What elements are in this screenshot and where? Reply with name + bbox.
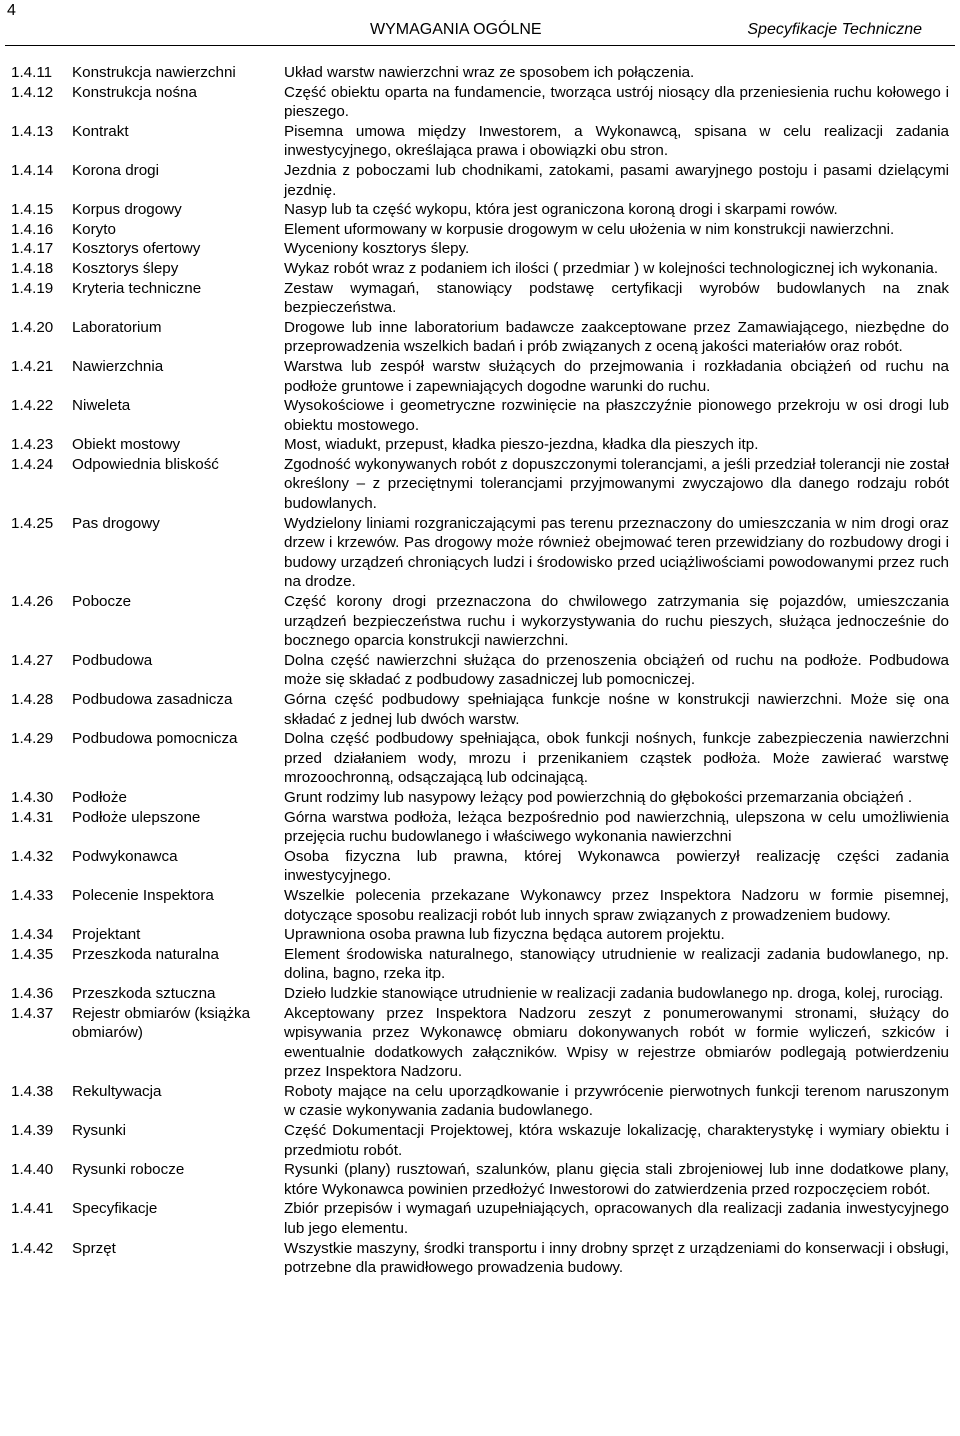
definition-row xyxy=(11,984,949,1004)
definition-number: 1.4.31 xyxy=(11,808,54,826)
definition-number: 1.4.25 xyxy=(11,514,54,532)
definition-term: Rysunki xyxy=(72,1122,127,1140)
header-divider xyxy=(5,45,955,46)
header-document-title: Specyfikacje Techniczne xyxy=(747,21,922,38)
definition-description: Dolna część nawierzchni służąca do przenoszenia obciążeń od ruchu na podłoże. Podbudowa może się składać z podbudowy zasadniczej lub pomocniczej. xyxy=(284,651,949,689)
definition-description: Górna warstwa podłoża, leżąca bezpośrednio pod nawierzchnią, ulepszona w celu umożliwienia przejęcia ruchu budowlanego i właściwego wykonania nawierzchni xyxy=(284,808,949,846)
definition-description: Dzieło ludzkie stanowiące utrudnienie w realizacji zadania budowlanego np. droga, kolej, rurociąg. xyxy=(284,984,944,1002)
definition-description: Drogowe lub inne laboratorium badawcze zaakceptowane przez Zamawiającego, niezbędne do przeprowadzenia wszelkich badań i prób związanych z oceną jakości materiałów oraz robót. xyxy=(284,318,949,356)
definition-row xyxy=(11,220,949,240)
definition-term: Kosztorys ślepy xyxy=(72,259,179,277)
definition-number: 1.4.33 xyxy=(11,886,54,904)
definition-description: Wszelkie polecenia przekazane Wykonawcy przez Inspektora Nadzoru w formie pisemnej, dotyczące sposobu realizacji robót lub innych spraw związanych z prowadzeniem budowy. xyxy=(284,886,949,924)
definition-number: 1.4.17 xyxy=(11,240,54,258)
definition-number: 1.4.28 xyxy=(11,691,54,708)
definition-term: Konstrukcja nawierzchni xyxy=(72,64,236,81)
definition-description: Wydzielony liniami rozgraniczającymi pas terenu przeznaczony do umieszczania w nim drogi oraz drzew i krzewów. Pas drogowy może również obejmować teren przewidziany do rozbudowy drogi i budowy urządzeń chroniących ludzi i środowisko przed uciążliwościami powodowanymi przez ruch na drodze. xyxy=(284,514,949,591)
definition-row xyxy=(11,83,949,122)
definition-term: Konstrukcja nośna xyxy=(72,83,197,101)
definition-description: Roboty mające na celu uporządkowanie i przywrócenie pierwotnych funkcji terenom naruszonym w czasie wykonywania zadania budowlanego. xyxy=(284,1082,949,1120)
definition-row xyxy=(11,651,949,690)
definition-row xyxy=(11,514,949,592)
definition-row xyxy=(11,239,949,259)
definition-number: 1.4.40 xyxy=(11,1161,54,1179)
definition-description: Wysokościowe i geometryczne rozwinięcie na płaszczyźnie pionowego przekroju w osi drogi lub obiektu mostowego. xyxy=(284,397,949,434)
definition-term: Sprzęt xyxy=(72,1239,116,1257)
definition-row xyxy=(11,847,949,886)
definition-term: Laboratorium xyxy=(72,318,162,336)
definition-number: 1.4.23 xyxy=(11,436,54,454)
definition-term: Przeszkoda naturalna xyxy=(72,945,219,963)
page-number: 4 xyxy=(7,2,16,19)
definition-term: Pobocze xyxy=(72,593,132,611)
definition-description: Uprawniona osoba prawna lub fizyczna będąca autorem projektu. xyxy=(284,926,725,944)
definition-term: Podłoże xyxy=(72,788,127,806)
definition-term: Pas drogowy xyxy=(72,514,160,532)
definition-row xyxy=(11,122,949,161)
definition-number: 1.4.15 xyxy=(11,201,54,219)
definition-description: Wyceniony kosztorys ślepy. xyxy=(284,240,470,258)
definition-row xyxy=(11,396,949,435)
definition-term: Specyfikacje xyxy=(72,1200,158,1218)
definition-number: 1.4.16 xyxy=(11,220,54,238)
definition-description: Dolna część podbudowy spełniająca, obok funkcji nośnych, funkcje zabezpieczenia nawierzchni przed działaniem wody, mrozu i przenikaniem cząstek podłoża. Może zawierać warstwę mrozoochronną, odsączającą lub odcinającą. xyxy=(284,730,949,787)
definition-description: Część obiektu oparta na fundamencie, tworząca ustrój niosący dla przeniesienia ruchu kołowego i pieszego. xyxy=(284,83,949,121)
definition-number: 1.4.30 xyxy=(11,788,54,806)
definition-row xyxy=(11,729,949,788)
definition-description: Element środowiska naturalnego, stanowiący utrudnienie w realizacji zadania budowlanego, np. dolina, bagno, rzeka itp. xyxy=(284,945,949,983)
definition-number: 1.4.35 xyxy=(11,945,54,963)
definition-row xyxy=(11,279,949,318)
definition-row xyxy=(11,200,949,220)
definition-row xyxy=(11,788,949,808)
definition-row xyxy=(11,1082,949,1121)
definition-number: 1.4.37 xyxy=(11,1004,54,1022)
definition-term: Rekultywacja xyxy=(72,1082,162,1100)
definition-term: Kontrakt xyxy=(72,122,129,140)
definition-description: Nasyp lub ta część wykopu, która jest ograniczona koroną drogi i skarpami rowów. xyxy=(284,201,838,219)
definition-term: Odpowiednia bliskość xyxy=(72,455,219,473)
definition-number: 1.4.42 xyxy=(11,1239,54,1257)
definition-term: Niweleta xyxy=(72,397,131,415)
definition-term: Koryto xyxy=(72,220,116,238)
definition-term: Projektant xyxy=(72,926,141,944)
definition-row xyxy=(11,945,949,984)
definition-description: Jezdnia z poboczami lub chodnikami, zatokami, pasami awaryjnego postoju i pasami dzielącymi jezdnię. xyxy=(284,161,949,199)
definition-number: 1.4.38 xyxy=(11,1082,54,1100)
definition-description: Część korony drogi przeznaczona do chwilowego zatrzymania się pojazdów, umieszczania urządzeń bezpieczeństwa ruchu i wykorzystywania do ruchu pieszych, służąca jednocześnie do bocznego oparcia konstrukcji nawierzchni. xyxy=(284,593,949,650)
definition-term: Podbudowa xyxy=(72,651,153,669)
definition-number: 1.4.29 xyxy=(11,730,54,748)
definition-row xyxy=(11,1239,949,1278)
definition-description: Osoba fizyczna lub prawna, której Wykonawca powierzył realizację części zadania inwestycyjnego. xyxy=(284,847,949,885)
definition-term: Przeszkoda sztuczna xyxy=(72,984,216,1002)
definition-description: Most, wiadukt, przepust, kładka pieszo-jezdna, kładka dla pieszych itp. xyxy=(284,436,759,454)
definition-term: Kryteria techniczne xyxy=(72,279,202,297)
definition-row xyxy=(11,886,949,925)
definitions-list xyxy=(11,63,949,1278)
definition-number: 1.4.26 xyxy=(11,593,54,611)
definition-term: Podbudowa pomocnicza xyxy=(72,730,238,748)
definition-description: Rysunki (plany) rusztowań, szalunków, planu gięcia stali zbrojeniowej lub inne dodatkowe plany, które Wykonawca powinien przedłożyć Inwestorowi do zatwierdzenia przed rozpoczęciem robót. xyxy=(284,1161,949,1198)
definition-number: 1.4.20 xyxy=(11,318,54,336)
definition-number: 1.4.14 xyxy=(11,161,54,179)
definition-number: 1.4.27 xyxy=(11,651,54,669)
definition-row xyxy=(11,63,949,83)
definition-number: 1.4.19 xyxy=(11,279,54,297)
definition-row xyxy=(11,1160,949,1199)
definition-term: Nawierzchnia xyxy=(72,357,164,375)
definition-number: 1.4.24 xyxy=(11,455,54,473)
definition-description: Akceptowany przez Inspektora Nadzoru zeszyt z ponumerowanymi stronami, służący do wpisywania przez Wykonawcę obmiaru dokonywanych robót w formie wyliczeń, szkiców i ewentualnie dodatkowych załączników. Wpisy w rejestrze obmiarów podlegają potwierdzeniu przez Inspektora Nadzoru. xyxy=(284,1004,949,1081)
definition-description: Warstwa lub zespół warstw służących do przejmowania i rozkładania obciążeń od ruchu na podłoże gruntowe i zapewniających dogodne warunki do ruchu. xyxy=(284,357,949,395)
definition-term: Rysunki robocze xyxy=(72,1161,185,1179)
definition-number: 1.4.34 xyxy=(11,926,54,944)
definition-row xyxy=(11,435,949,455)
definition-term: Korona drogi xyxy=(72,161,159,179)
definition-term: Podbudowa zasadnicza xyxy=(72,691,233,708)
definition-term: Rejestr obmiarów (książka obmiarów) xyxy=(72,1004,251,1042)
definition-description: Element uformowany w korpusie drogowym w celu ułożenia w nim konstrukcji nawierzchni. xyxy=(284,220,895,238)
definition-description: Część Dokumentacji Projektowej, która wskazuje lokalizację, charakterystykę i wymiary obiektu i przedmiotu robót. xyxy=(284,1122,949,1159)
definition-number: 1.4.12 xyxy=(11,83,54,101)
definition-description: Górna część podbudowy spełniająca funkcje nośne w konstrukcji nawierzchni. Może się ona składać z jednej lub dwóch warstw. xyxy=(284,691,949,728)
header-section-title: WYMAGANIA OGÓLNE xyxy=(370,21,542,38)
definition-term: Korpus drogowy xyxy=(72,201,182,219)
definition-description: Układ warstw nawierzchni wraz ze sposobem ich połączenia. xyxy=(284,64,695,81)
definition-term: Podłoże ulepszone xyxy=(72,808,201,826)
definition-description: Wykaz robót wraz z podaniem ich ilości ( przedmiar ) w kolejności technologicznej ich wykonania. xyxy=(284,259,939,277)
definition-number: 1.4.32 xyxy=(11,847,54,865)
definition-number: 1.4.21 xyxy=(11,357,54,375)
definition-row xyxy=(11,1199,949,1238)
definition-row xyxy=(11,455,949,514)
definition-number: 1.4.41 xyxy=(11,1200,54,1218)
definition-description: Wszystkie maszyny, środki transportu i inny drobny sprzęt z urządzeniami do konserwacji i obsługi, potrzebne dla prawidłowego prowadzenia budowy. xyxy=(284,1239,949,1277)
definition-row xyxy=(11,690,949,729)
definition-description: Pisemna umowa między Inwestorem, a Wykonawcą, spisana w celu realizacji zadania inwestycyjnego, określająca prawa i obowiązki obu stron. xyxy=(284,122,949,160)
definition-row xyxy=(11,259,949,279)
definition-term: Polecenie Inspektora xyxy=(72,886,214,904)
definition-number: 1.4.18 xyxy=(11,259,54,277)
definition-term: Podwykonawca xyxy=(72,847,178,865)
definition-row xyxy=(11,357,949,396)
definition-number: 1.4.36 xyxy=(11,984,54,1002)
definition-row xyxy=(11,161,949,200)
definition-row xyxy=(11,1121,949,1160)
definition-description: Zestaw wymagań, stanowiący podstawę certyfikacji wyrobów budowlanych na znak bezpieczeństwa. xyxy=(284,279,949,317)
definition-row xyxy=(11,592,949,651)
definition-number: 1.4.13 xyxy=(11,122,54,140)
definition-term: Obiekt mostowy xyxy=(72,436,181,454)
definition-row xyxy=(11,1004,949,1082)
definition-description: Zgodność wykonywanych robót z dopuszczonymi tolerancjami, a jeśli przedział tolerancji nie został określony – z przeciętnymi tolerancjami przyjmowanymi zwyczajowo dla danego rodzaju robót budowlanych. xyxy=(284,455,949,513)
definition-row xyxy=(11,318,949,357)
definition-row xyxy=(11,925,949,945)
definition-description: Zbiór przepisów i wymagań uzupełniających, opracowanych dla realizacji zadania inwestycyjnego lub jego elementu. xyxy=(284,1200,949,1238)
definition-row xyxy=(11,808,949,847)
definition-number: 1.4.11 xyxy=(11,64,53,81)
definition-number: 1.4.39 xyxy=(11,1122,54,1140)
definition-description: Grunt rodzimy lub nasypowy leżący pod powierzchnią do głębokości przemarzania obciążeń . xyxy=(284,788,913,806)
definition-term: Kosztorys ofertowy xyxy=(72,240,201,258)
definition-number: 1.4.22 xyxy=(11,397,54,415)
